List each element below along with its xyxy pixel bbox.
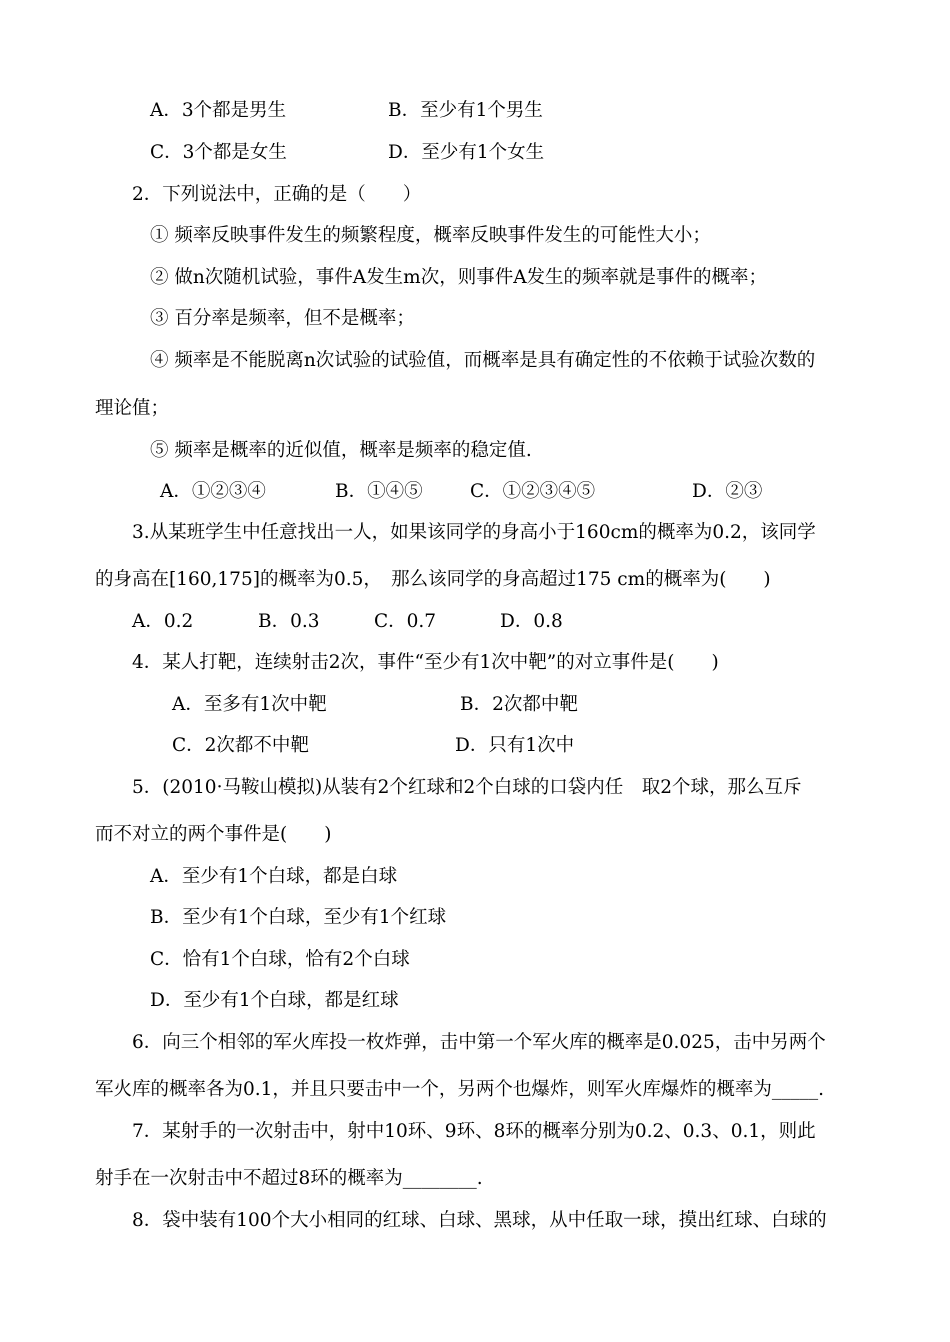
q2-statement-5: ⑤ 频率是概率的近似值，概率是频率的稳定值. — [150, 440, 532, 461]
q2-option-c: C．①②③④⑤ — [470, 481, 596, 502]
q3-stem: 3.从某班学生中任意找出一人，如果该同学的身高小于160cm的概率为0.2，该同学 — [132, 522, 816, 543]
q1-option-b: B．至少有1个男生 — [388, 100, 543, 121]
q1-option-c: C．3个都是女生 — [150, 142, 287, 163]
q4-option-b: B．2次都中靶 — [460, 694, 578, 715]
q3-option-b: B．0.3 — [258, 611, 320, 632]
q3-option-d: D．0.8 — [500, 611, 563, 632]
q7-stem-cont: 射手在一次射击中不超过8环的概率为________. — [95, 1168, 483, 1189]
q8-stem: 8．袋中装有100个大小相同的红球、白球、黑球，从中任取一球，摸出红球、白球的 — [132, 1210, 827, 1231]
q2-statement-2: ② 做n次随机试验，事件A发生m次，则事件A发生的频率就是事件的概率； — [150, 267, 768, 288]
q4-option-d: D．只有1次中 — [455, 735, 575, 756]
q2-option-b: B．①④⑤ — [335, 481, 423, 502]
q6-stem-cont: 军火库的概率各为0.1，并且只要击中一个，另两个也爆炸，则军火库爆炸的概率为_____. — [95, 1079, 825, 1100]
q2-option-a: A．①②③④ — [160, 481, 266, 502]
q5-stem-cont: 而不对立的两个事件是( ) — [95, 824, 332, 845]
q1-option-a: A．3个都是男生 — [150, 100, 287, 121]
q3-option-a: A．0.2 — [132, 611, 194, 632]
q3-stem-cont: 的身高在[160,175]的概率为0.5， 那么该同学的身高超过175 cm的概率为( ) — [95, 569, 771, 590]
q5-option-a: A．至少有1个白球，都是白球 — [150, 866, 398, 887]
q5-option-b: B．至少有1个白球，至少有1个红球 — [150, 907, 447, 928]
q1-option-d: D．至少有1个女生 — [388, 142, 545, 163]
q4-option-c: C．2次都不中靶 — [172, 735, 309, 756]
q4-stem: 4．某人打靶，连续射击2次，事件“至少有1次中靶”的对立事件是( ) — [132, 652, 719, 673]
q5-option-d: D．至少有1个白球，都是红球 — [150, 990, 399, 1011]
q5-option-c: C．恰有1个白球，恰有2个白球 — [150, 949, 410, 970]
q2-statement-1: ① 频率反映事件发生的频繁程度，概率反映事件发生的可能性大小； — [150, 225, 711, 246]
q3-option-c: C．0.7 — [374, 611, 437, 632]
q2-statement-4: ④ 频率是不能脱离n次试验的试验值，而概率是具有确定性的不依赖于试验次数的 — [150, 350, 816, 371]
q6-stem: 6．向三个相邻的军火库投一枚炸弹，击中第一个军火库的概率是0.025，击中另两个 — [132, 1032, 826, 1053]
q2-statement-4-cont: 理论值； — [95, 398, 170, 419]
q4-option-a: A．至多有1次中靶 — [172, 694, 327, 715]
q2-option-d: D．②③ — [692, 481, 763, 502]
q7-stem: 7．某射手的一次射击中，射中10环、9环、8环的概率分别为0.2、0.3、0.1，则此 — [132, 1121, 816, 1142]
q2-statement-3: ③ 百分率是频率，但不是概率； — [150, 308, 415, 329]
q5-stem: 5．(2010·马鞍山模拟)从装有2个红球和2个白球的口袋内任 取2个球，那么互斥 — [132, 777, 802, 798]
q2-stem: 2．下列说法中，正确的是（ ） — [132, 184, 422, 205]
